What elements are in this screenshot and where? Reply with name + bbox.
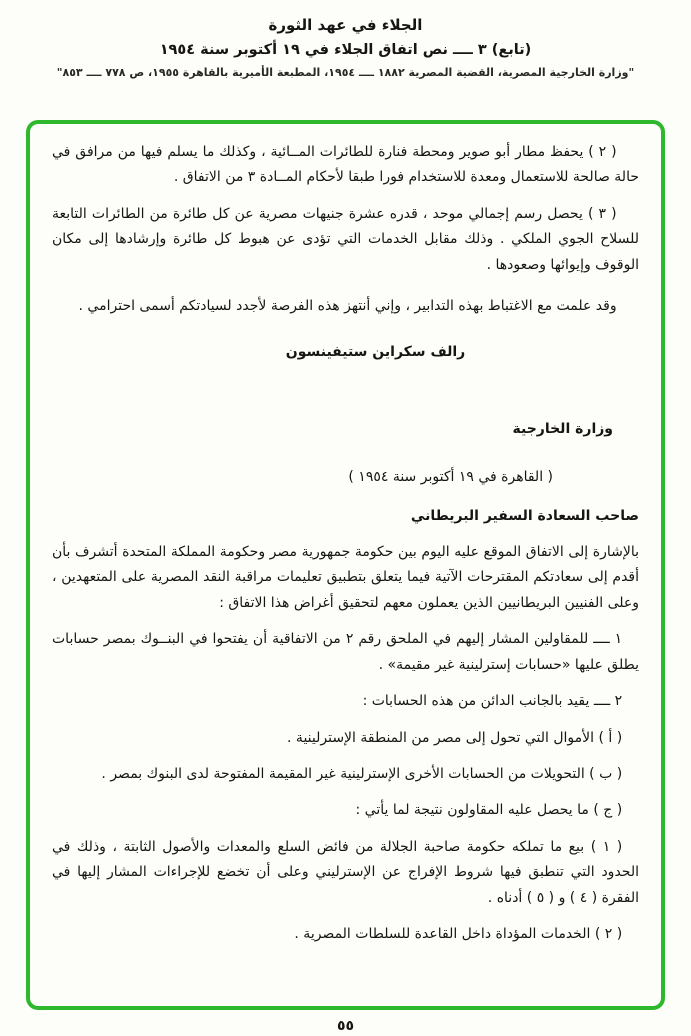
list-item-1: ١ ــــ للمقاولين المشار إليهم في الملحق رقم ٢ من الاتفاقية أن يفتحوا في البنــوك بمصر حسابات يطلق عليها «حسابات إسترلينية غير مقيمة» .	[52, 631, 639, 673]
list-item-2: ٢ ــــ يقيد بالجانب الدائن من هذه الحسابات :	[362, 693, 623, 710]
page-title: الجلاء في عهد الثورة	[268, 16, 423, 34]
salutation: صاحب السعادة السفير البريطاني	[410, 508, 639, 525]
list-item-c1: ( ١ ) بيع ما تملكه حكومة صاحبة الجلالة من فائض السلع والمعدات والأصول الثابتة ، وذلك في الحدود التي تنطبق فيها شروط الإفراج عن الإسترليني وعلى أن تخضع للإجراءات المشار إليها في الفقرة ( ٤ ) و ( ٥ ) أدناه .	[52, 838, 639, 906]
page-number: ٥٥	[336, 1018, 355, 1034]
date-line: ( القاهرة في ١٩ أكتوبر سنة ١٩٥٤ )	[348, 468, 553, 485]
page-subtitle: (تابع) ٣ ــــ نص اتفاق الجلاء في ١٩ أكتوبر سنة ١٩٥٤	[159, 42, 532, 58]
ministry-heading: وزارة الخارجية	[512, 421, 613, 438]
clause-2-paragraph: ( ٢ ) يحفظ مطار أبو صوير ومحطة فنارة للطائرات المــائية ، وكذلك ما يسلم فيها من مرافق في حالة صالحة للاستعمال ومعدة للاستخدام فورا طبقا لأحكام المــادة ٣ من الاتفاق .	[52, 144, 639, 186]
list-item-2b: ( ب ) التحويلات من الحسابات الأخرى الإسترلينية غير المقيمة المفتوحة لدى البنوك بمصر .	[101, 765, 623, 782]
list-item-2c: ( ج ) ما يحصل عليه المقاولون نتيجة لما يأتي :	[355, 802, 623, 819]
signature: رالف سكراين ستيفينسون	[285, 343, 466, 360]
source-citation: "وزارة الخارجية المصرية، القضية المصرية ١٨٨٢ ــــ ١٩٥٤، المطبعة الأميرية بالقاهرة ١٩٥٥، ص ٧٧٨ ــــ ٨٥٣"	[56, 66, 635, 79]
list-item-c2: ( ٢ ) الخدمات المؤداة داخل القاعدة للسلطات المصرية .	[294, 926, 623, 943]
list-item-2a: ( أ ) الأموال التي تحول إلى مصر من المنطقة الإسترلينية .	[287, 729, 623, 746]
clause-3-paragraph: ( ٣ ) يحصل رسم إجمالي موحد ، قدره عشرة جنيهات مصرية عن كل طائرة من الطائرات التابعة للسلاح الجوي الملكي . وذلك مقابل الخدمات التي تؤدى عن هبوط كل طائرة وإرشادها إلى مكان الوقوف وإيوائها وصعودها .	[52, 205, 639, 273]
intro-paragraph: بالإشارة إلى الاتفاق الموقع عليه اليوم بين حكومة جمهورية مصر وحكومة المملكة المتحدة أتشرف بأن أقدم إلى سعادتكم المقترحات الآتية فيما يتعلق بتطبيق تعليمات مراقبة النقد المصرية على المتعهدين ، وعلى الفنيين البريطانيين الذين يعملون معهم لتحقيق أغراض هذا الاتفاق :	[52, 543, 639, 611]
page-header	[0, 0, 691, 79]
closing-paragraph: وقد علمت مع الاغتباط بهذه التدابير ، وإني أنتهز هذه الفرصة لأجدد لسيادتكم أسمى احترامي .	[78, 298, 617, 315]
highlight-frame	[26, 120, 665, 1010]
